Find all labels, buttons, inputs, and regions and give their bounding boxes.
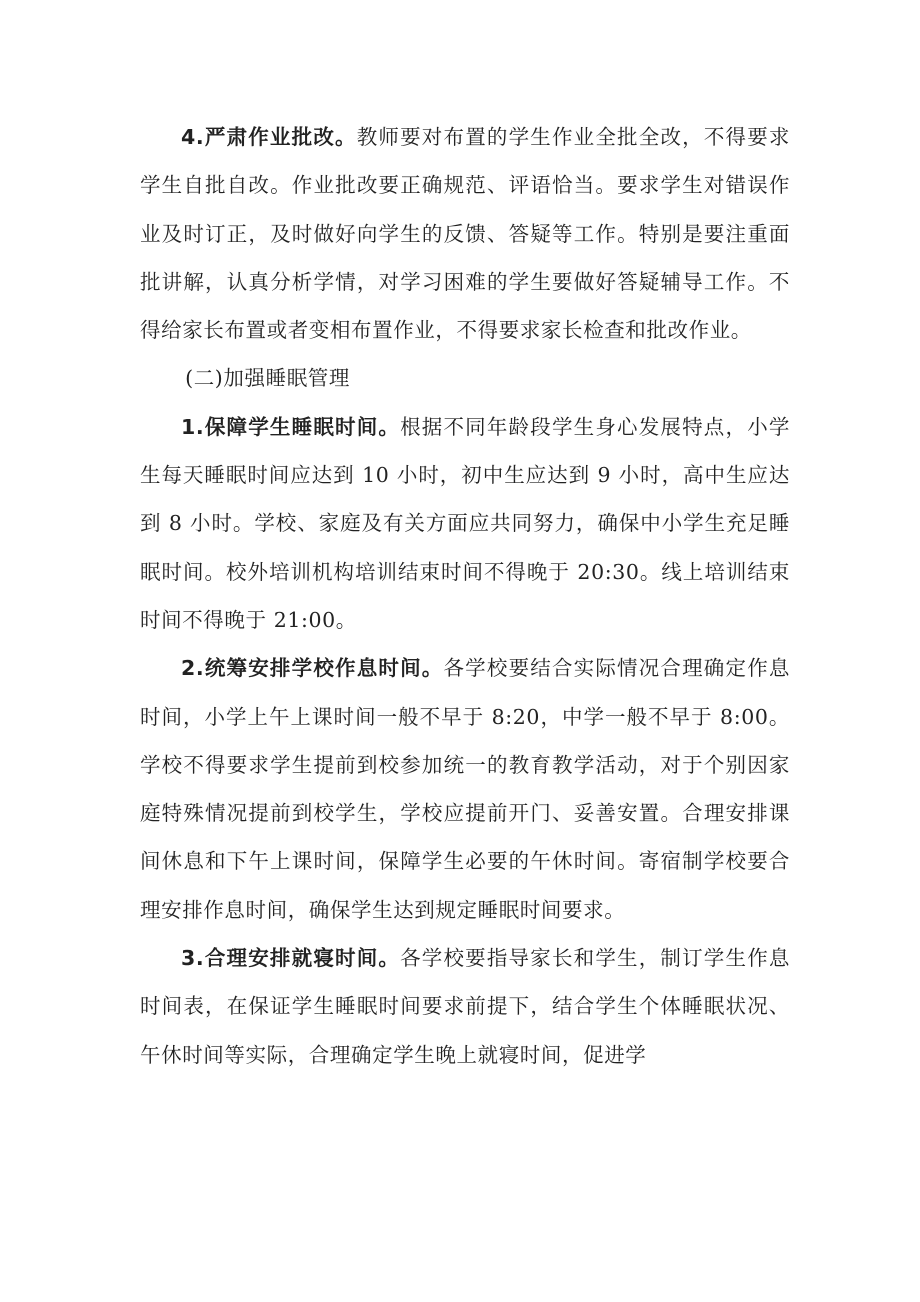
section-heading-sleep-management — [140, 354, 790, 402]
paragraph-title: 2.统筹安排学校作息时间。 — [181, 656, 444, 681]
paragraph-text: 教师要对布置的学生作业全批全改，不得要求学生自批自改。作业批改要正确规范、评语恰当。要求学生对错误作业及时订正，及时做好向学生的反馈、答疑等工作。特别是要注重面批讲解，认真分析学情，对学习困难的学生要做好答疑辅导工作。不得给家长布置或者变相布置作业，不得要求家长检查和批改作业。 — [140, 125, 791, 343]
paragraph-bedtime — [140, 934, 790, 1079]
paragraph-title: 3.合理安排就寝时间。 — [181, 946, 401, 971]
document-body — [140, 113, 790, 1079]
paragraph-school-schedule — [140, 644, 790, 934]
paragraph-sleep-time — [140, 403, 790, 644]
paragraph-text: 各学校要指导家长和学生，制订学生作息时间表，在保证学生睡眠时间要求前提下，结合学生个体睡眠状况、午休时间等实际，合理确定学生晚上就寝时间，促进学 — [140, 946, 790, 1067]
paragraph-text: 各学校要结合实际情况合理确定作息时间，小学上午上课时间一般不早于 8:20，中学一般不早于 8:00。学校不得要求学生提前到校参加统一的教育教学活动，对于个别因家庭特殊情况提前到校学生，学校应提前开门、妥善安置。合理安排课间休息和下午上课时间，保障学生必要的午休时间。寄宿制学校要合理安排作息时间，确保学生达到规定睡眠时间要求。 — [140, 656, 790, 922]
paragraph-title: 4.严肃作业批改。 — [181, 125, 357, 149]
paragraph-title: 1.保障学生睡眠时间。 — [181, 414, 401, 439]
section-heading-text: (二)加强睡眠管理 — [185, 366, 350, 391]
paragraph-text: 根据不同年龄段学生身心发展特点，小学生每天睡眠时间应达到 10 小时，初中生应达到 9 小时，高中生应达到 8 小时。学校、家庭及有关方面应共同努力，确保中小学生充足睡眠时间。校外培训机构培训结束时间不得晚于 20:30。线上培训结束时间不得晚于 21:00。 — [140, 414, 790, 632]
paragraph-homework-correction — [140, 113, 790, 354]
